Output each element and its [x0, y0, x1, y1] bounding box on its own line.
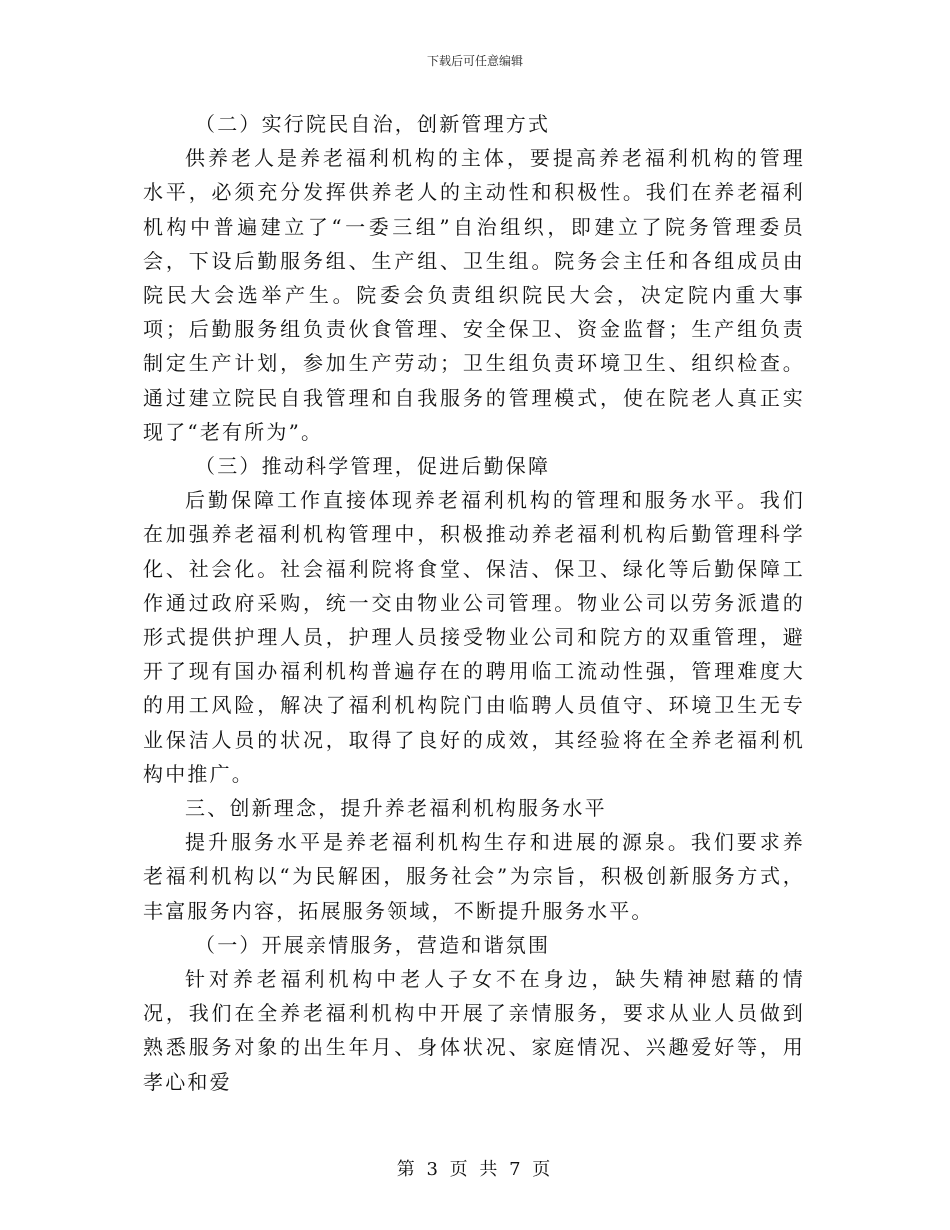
body-paragraph: 供养老人是养老福利机构的主体，要提高养老福利机构的管理水平，必须充分发挥供养老人的主动性和积极性。我们在养老福利机构中普遍建立了“一委三组”自治组织，即建立了院务管理委员会，下设后勤服务组、生产组、卫生组。院务会主任和各组成员由院民大会选举产生。院委会负责组织院民大会，决定院内重大事项；后勤服务组负责伙食管理、安全保卫、资金监督；生产组负责制定生产计划，参加生产劳动；卫生组负责环境卫生、组织检查。通过建立院民自我管理和自我服务的管理模式，使在院老人真正实现了“老有所为”。 [143, 146, 805, 444]
subsection-heading-1: （一）开展亲情服务，营造和谐氛围 [195, 932, 551, 957]
body-paragraph: 提升服务水平是养老福利机构生存和进展的源泉。我们要求养老福利机构以“为民解困，服务社会”为宗旨，积极创新服务方式，丰富服务内容，拓展服务领域，不断提升服务水平。 [143, 830, 805, 923]
section-heading-3: 三、创新理念，提升养老福利机构服务水平 [185, 796, 607, 821]
body-paragraph: 后勤保障工作直接体现养老福利机构的管理和服务水平。我们在加强养老福利机构管理中，积极推动养老福利机构后勤管理科学化、社会化。社会福利院将食堂、保洁、保卫、绿化等后勤保障工作通过政府采购，统一交由物业公司管理。物业公司以劳务派遣的形式提供护理人员，护理人员接受物业公司和院方的双重管理，避开了现有国办福利机构普遍存在的聘用临工流动性强，管理难度大的用工风险，解决了福利机构院门由临聘人员值守、环境卫生无专业保洁人员的状况，取得了良好的成效，其经验将在全养老福利机构中推广。 [143, 488, 805, 786]
subsection-heading-3: （三）推动科学管理，促进后勤保障 [195, 454, 551, 479]
document-body [143, 107, 805, 1099]
subsection-heading-2: （二）实行院民自治，创新管理方式 [195, 112, 551, 136]
page-footer: 第 3 页 共 7 页 [396, 1159, 554, 1180]
body-paragraph: 针对养老福利机构中老人子女不在身边，缺失精神慰藉的情况，我们在全养老福利机构中开展了亲情服务，要求从业人员做到熟悉服务对象的出生年月、身体状况、家庭情况、兴趣爱好等，用孝心和爱 [143, 967, 805, 1094]
page-header: 下载后可任意编辑 [426, 54, 523, 68]
